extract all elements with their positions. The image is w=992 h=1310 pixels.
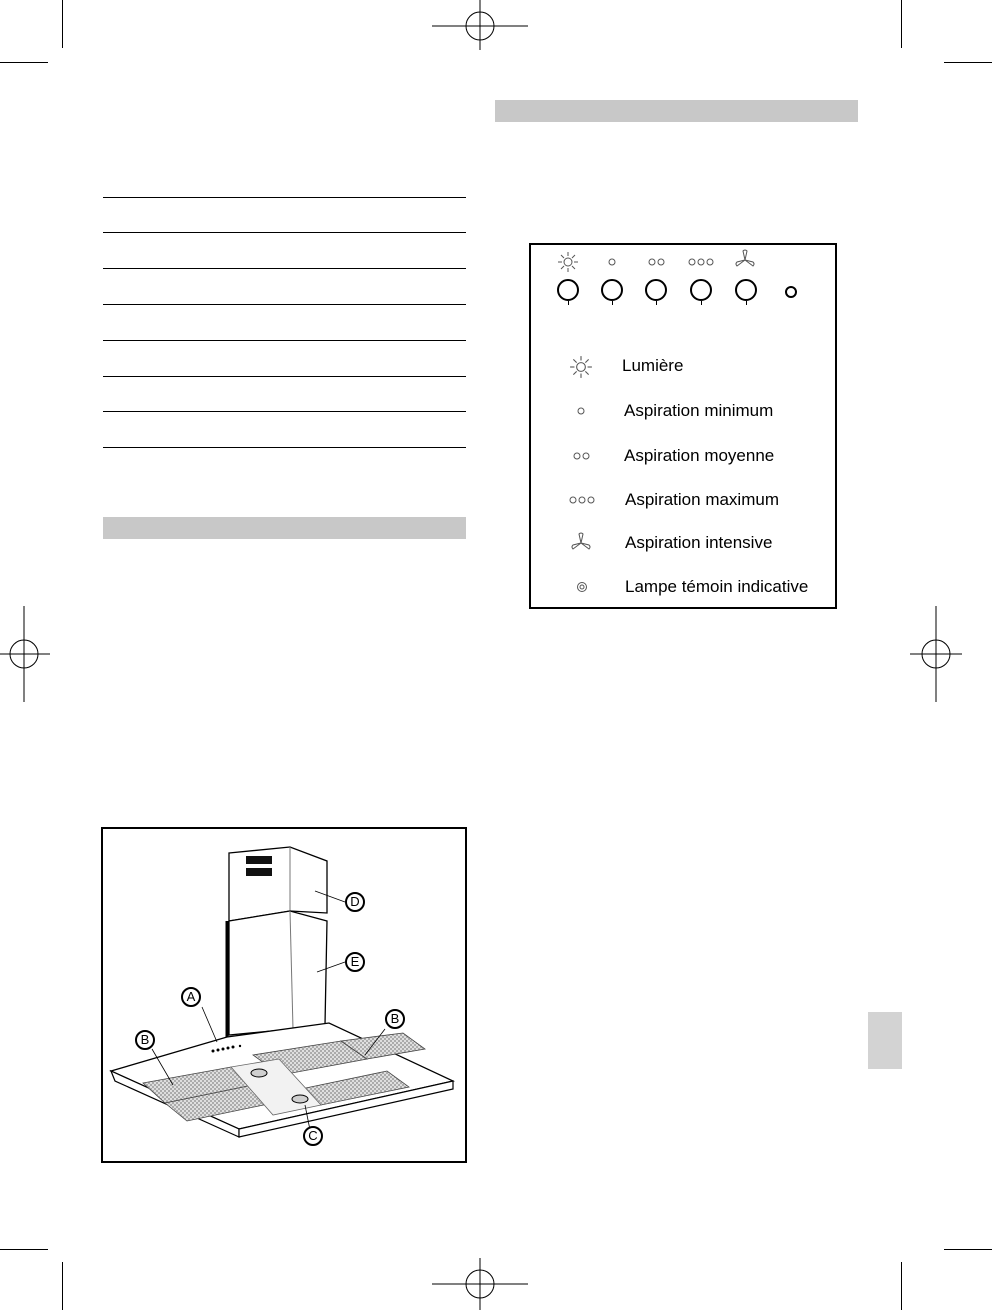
legend-label-lamp: Lampe témoin indicative xyxy=(625,577,809,596)
light-icon xyxy=(569,355,593,379)
two-dots-icon xyxy=(573,451,591,461)
callout-b-right: B xyxy=(385,1009,405,1029)
intensive-knob[interactable] xyxy=(735,279,757,301)
one-dot-icon xyxy=(576,406,586,416)
legend-label-med: Aspiration moyenne xyxy=(624,446,775,465)
registration-mark-bottom xyxy=(432,1258,528,1310)
two-dots-icon xyxy=(648,257,666,267)
legend-label-min: Aspiration minimum xyxy=(624,401,774,420)
registration-mark-right xyxy=(910,606,962,702)
three-dots-icon xyxy=(569,495,595,505)
speed-1-knob[interactable] xyxy=(601,279,623,301)
registration-mark-top xyxy=(432,0,528,50)
rule-line xyxy=(103,447,466,448)
speed-3-knob[interactable] xyxy=(690,279,712,301)
one-dot-icon xyxy=(607,257,617,267)
indicator-lamp xyxy=(785,286,797,298)
rule-line xyxy=(103,197,466,198)
legend-label-intensive: Aspiration intensive xyxy=(625,533,773,552)
section-header-bar-left xyxy=(103,517,466,539)
light-knob[interactable] xyxy=(557,279,579,301)
callout-d: D xyxy=(345,892,365,912)
indicator-lamp-icon xyxy=(576,581,588,593)
rule-line xyxy=(103,232,466,233)
callout-c: C xyxy=(303,1126,323,1146)
registration-mark-left xyxy=(0,606,50,702)
rule-line xyxy=(103,411,466,412)
rule-line xyxy=(103,376,466,377)
fan-icon xyxy=(570,532,592,554)
hood-illustration xyxy=(103,829,465,1161)
rule-line xyxy=(103,268,466,269)
callout-e: E xyxy=(345,952,365,972)
side-tab xyxy=(868,1012,902,1069)
fan-icon xyxy=(734,249,756,271)
legend-label-light: Lumière xyxy=(622,356,684,375)
light-icon xyxy=(557,251,579,273)
section-header-bar-right xyxy=(495,100,858,122)
legend-label-max: Aspiration maximum xyxy=(625,490,779,509)
three-dots-icon xyxy=(688,257,714,267)
rule-line xyxy=(103,304,466,305)
callout-b-left: B xyxy=(135,1030,155,1050)
rule-line xyxy=(103,340,466,341)
callout-a: A xyxy=(181,987,201,1007)
speed-2-knob[interactable] xyxy=(645,279,667,301)
